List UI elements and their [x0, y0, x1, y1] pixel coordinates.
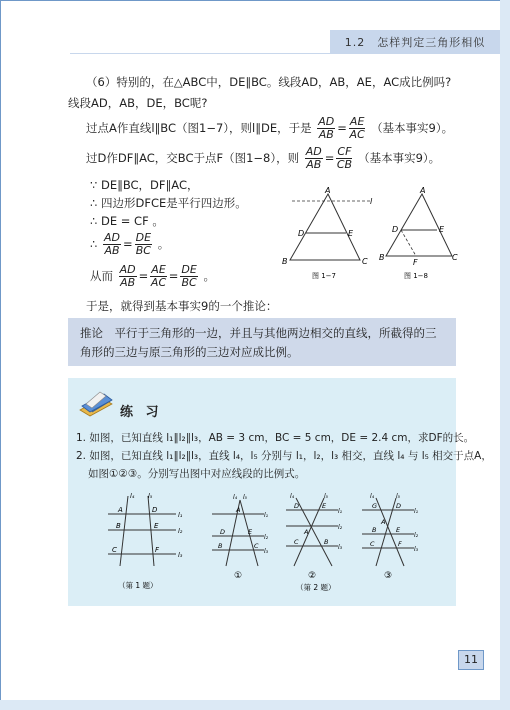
numerator: DE [135, 231, 152, 244]
label-c: C [112, 546, 117, 554]
label-b: B [282, 257, 288, 266]
sub-figure-label: ② [308, 571, 317, 581]
label-l5: l₅ [243, 494, 248, 501]
proof-text: 。 [157, 237, 170, 251]
label-b: B [116, 522, 121, 530]
label-f: F [413, 258, 418, 267]
label-l1: l₁ [178, 511, 183, 519]
proof-line [90, 232, 169, 257]
label-g: G [372, 502, 378, 510]
equals-sign: = [324, 151, 335, 165]
label-l1: l₁ [414, 508, 419, 515]
denominator: AC [150, 276, 167, 289]
label-l3: l₃ [264, 548, 269, 555]
denominator: AB [120, 276, 136, 289]
denominator: BC [181, 276, 197, 289]
label-l3: l₃ [338, 544, 343, 551]
label-d: D [298, 229, 305, 238]
label-f: F [398, 540, 402, 548]
label-l5: l₅ [148, 492, 153, 500]
label-a: A [118, 506, 123, 514]
exercise-question-2-cont: 如图①②③。分别写出图中对应线段的比例式。 [88, 468, 306, 480]
label-b: B [372, 526, 377, 534]
label-l1: l₁ [264, 512, 269, 519]
header-rule [70, 53, 500, 54]
label-l4: l₄ [370, 493, 375, 500]
line-l5 [376, 498, 396, 566]
label-a: A [381, 518, 386, 526]
figure-question-2-part-1 [206, 490, 276, 582]
label-e: E [322, 502, 327, 510]
label-l4: l₄ [233, 494, 238, 501]
label-c: C [294, 538, 299, 546]
label-l5: l₅ [396, 493, 401, 500]
exercise-title: 练 习 [120, 405, 163, 420]
proof-text: （基本事实9）。 [358, 151, 441, 165]
proof-line [86, 146, 440, 171]
label-l2: l₂ [414, 532, 419, 539]
corollary-box [68, 318, 456, 366]
exercise-question-1: 1. 如图，已知直线 l₁∥l₂∥l₃，AB = 3 cm，BC = 5 cm，DE = 2.4 cm，求DF的长。 [76, 432, 475, 444]
label-l5: l₅ [324, 493, 329, 500]
proof-text: ∴ [90, 237, 98, 251]
label-f: F [155, 546, 160, 554]
proof-line: ∴ DE = CF 。 [90, 214, 164, 228]
label-e: E [396, 526, 401, 534]
paragraph-line: （6）特别的，在△ABC中，DE∥BC。线段AD，AB，AE，AC成比例吗? [86, 75, 452, 89]
proof-line: ∵ DE∥BC，DF∥AC， [90, 178, 199, 192]
numerator: AD [103, 231, 120, 244]
denominator: BC [135, 244, 151, 257]
proof-line: ∴ 四边形DFCE是平行四边形。 [90, 196, 247, 210]
denominator: AB [318, 128, 334, 141]
equals-sign: = [138, 269, 149, 283]
segment-df [401, 230, 416, 256]
figure-question-2-part-2 [280, 490, 352, 594]
figure-caption: （第 2 题） [296, 583, 336, 592]
label-e: E [348, 229, 354, 238]
fraction [180, 264, 197, 289]
label-l2: l₂ [338, 524, 343, 531]
numerator: DE [181, 263, 197, 276]
exercise-question-2: 2. 如图，已知直线 l₁∥l₂∥l₃，直线 l₄，l₅ 分别与 l₁，l₂，l₃ 相交，直线 l₄ 与 l₅ 相交于点A， [76, 450, 492, 462]
label-a: A [420, 186, 426, 195]
fraction [349, 116, 365, 141]
figure-1-8 [378, 186, 460, 282]
fraction [305, 146, 323, 171]
page-number: 11 [458, 650, 484, 670]
label-l3: l₃ [178, 551, 183, 559]
right-edge-strip [500, 0, 510, 710]
label-e: E [154, 522, 159, 530]
label-e: E [248, 528, 253, 536]
fraction [336, 146, 352, 171]
label-b: B [324, 538, 329, 546]
label-d: D [294, 502, 300, 510]
figure-caption: 图 1−7 [312, 272, 336, 280]
label-a: A [236, 506, 241, 514]
proof-text: 过点A作直线l∥BC（图1−7），则l∥DE，于是 [86, 121, 312, 135]
figure-caption: 图 1−8 [404, 272, 428, 280]
denominator: CB [336, 158, 353, 171]
figure-question-1 [98, 490, 188, 594]
label-l2: l₂ [264, 534, 269, 541]
line-l4 [296, 498, 332, 566]
equals-sign: = [168, 269, 179, 283]
section-header [330, 30, 500, 53]
label-l4: l₄ [130, 492, 135, 500]
proof-line [86, 116, 453, 141]
fraction [135, 232, 152, 257]
corollary-text: 推论 平行于三角形的一边，并且与其他两边相交的直线，所截得的三角形的三边与原三角形的三边对应成比例。 [80, 326, 437, 359]
paragraph-line: 线段AD，AB，DE，BC呢? [68, 96, 208, 110]
proof-text: （基本事实9）。 [371, 121, 454, 135]
paragraph-line: 于是，就得到基本事实9的一个推论： [86, 299, 278, 313]
label-l1: l₁ [338, 508, 343, 515]
label-d: D [152, 506, 158, 514]
denominator: AB [306, 158, 322, 171]
label-l4: l₄ [290, 493, 295, 500]
numerator: AD [305, 145, 322, 158]
numerator: AE [151, 263, 166, 276]
numerator: CF [337, 145, 352, 158]
label-c: C [370, 540, 375, 548]
books-icon [76, 390, 116, 422]
fraction [103, 232, 121, 257]
equals-sign: = [337, 121, 347, 135]
label-e: E [439, 225, 445, 234]
label-d: D [220, 528, 226, 536]
label-a: A [304, 528, 309, 536]
numerator: AE [349, 115, 365, 128]
label-d: D [392, 225, 399, 234]
fraction [150, 264, 166, 289]
numerator: AD [119, 263, 136, 276]
proof-text: 从而 [90, 269, 113, 283]
sub-figure-label: ③ [384, 571, 393, 581]
proof-text: 过D作DF∥AC，交BC于点F（图1−8），则 [86, 151, 300, 165]
label-l3: l₃ [414, 546, 419, 553]
denominator: AB [104, 244, 120, 257]
bottom-edge-strip [0, 700, 510, 710]
label-d: D [396, 502, 402, 510]
sub-figure-label: ① [234, 571, 243, 581]
section-title: 1.2 怎样判定三角形相似 [344, 36, 486, 49]
numerator: AD [318, 115, 335, 128]
proof-text: 。 [203, 269, 215, 283]
label-c: C [254, 542, 259, 550]
label-b: B [379, 253, 385, 262]
triangle-abc [290, 194, 360, 260]
proof-line [90, 264, 215, 289]
label-a: A [325, 186, 331, 195]
fraction [119, 264, 137, 289]
figure-caption: （第 1 题） [118, 581, 158, 590]
fraction [317, 116, 335, 141]
figure-question-2-part-3 [356, 490, 428, 582]
label-l: l [370, 197, 373, 206]
label-c: C [362, 257, 368, 266]
figure-1-7 [278, 186, 378, 282]
equals-sign: = [122, 237, 133, 251]
label-c: C [452, 253, 458, 262]
label-l2: l₂ [178, 527, 183, 535]
denominator: AC [349, 128, 365, 141]
label-b: B [218, 542, 223, 550]
